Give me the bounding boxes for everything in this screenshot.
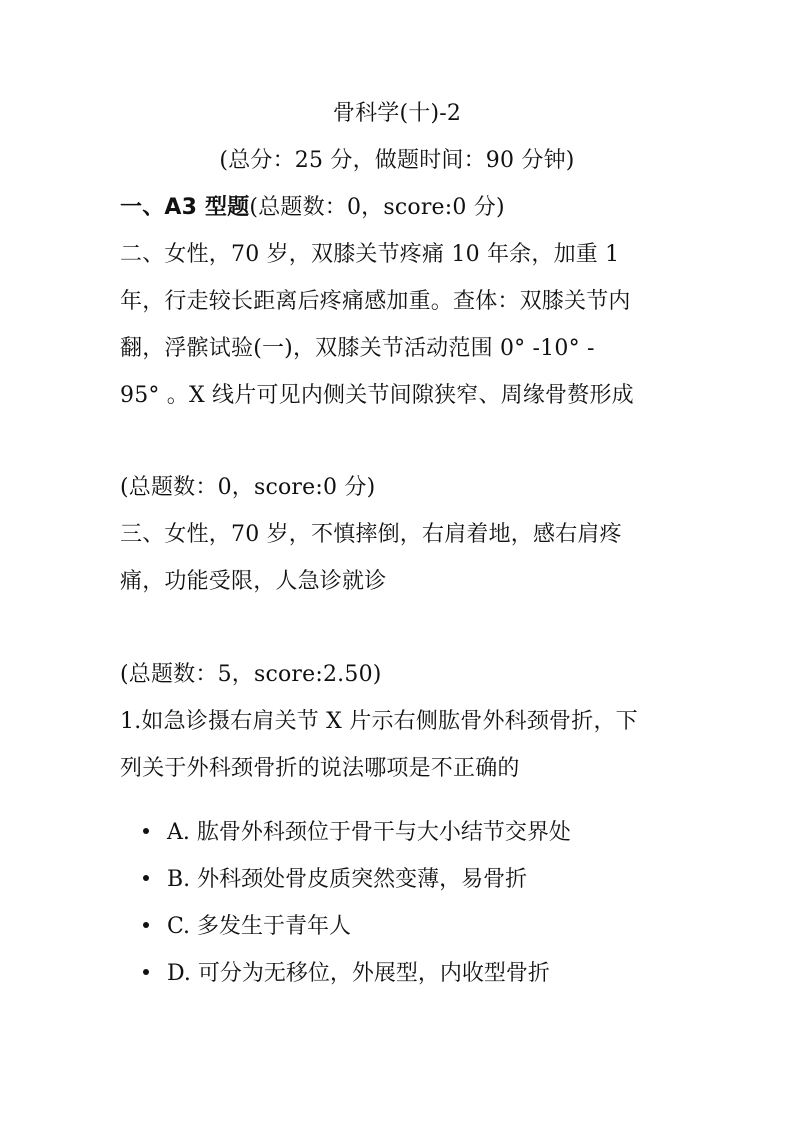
section-2-line-4: 95° 。X 线片可见内侧关节间隙狭窄、周缘骨赘形成 xyxy=(120,383,634,408)
section-1-label: 一、A3 型题 xyxy=(120,195,250,220)
document-title: 骨科学(十)-2 xyxy=(332,101,462,126)
section-3-meta: (总题数：5，score:2.50) xyxy=(120,662,382,687)
document-subtitle: (总分：25 分，做题时间：90 分钟) xyxy=(219,148,575,173)
option-c-text: C. 多发生于青年人 xyxy=(167,914,352,939)
question-1-line-1: 1.如急诊摄右肩关节 X 片示右侧肱骨外科颈骨折，下 xyxy=(120,709,638,734)
option-d-text: D. 可分为无移位，外展型，内收型骨折 xyxy=(167,961,550,986)
section-1-meta: (总题数：0，score:0 分) xyxy=(249,195,505,220)
option-d xyxy=(143,959,550,989)
bullet-icon xyxy=(143,828,149,834)
bullet-icon xyxy=(143,969,149,975)
section-2-line-1: 二、女性，70 岁，双膝关节疼痛 10 年余，加重 1 xyxy=(120,242,620,267)
option-c xyxy=(143,912,351,942)
question-1-line-2: 列关于外科颈骨折的说法哪项是不正确的 xyxy=(120,756,520,781)
option-b xyxy=(143,865,527,895)
bullet-icon xyxy=(143,875,149,881)
section-3-line-1: 三、女性，70 岁，不慎摔倒，右肩着地，感右肩疼 xyxy=(120,522,622,547)
bullet-icon xyxy=(143,922,149,928)
section-1-heading xyxy=(120,193,505,223)
section-2-line-2: 年，行走较长距离后疼痛感加重。查体：双膝关节内 xyxy=(120,289,631,314)
section-2-meta: (总题数：0，score:0 分) xyxy=(120,475,376,500)
section-3-line-2: 痛，功能受限，人急诊就诊 xyxy=(120,569,387,594)
option-b-text: B. 外科颈处骨皮质突然变薄，易骨折 xyxy=(167,867,528,892)
option-a-text: A. 肱骨外科颈位于骨干与大小结节交界处 xyxy=(167,820,571,845)
option-a xyxy=(143,818,571,848)
section-2-line-3: 翻，浮髌试验(一)，双膝关节活动范围 0° -10° - xyxy=(120,336,595,361)
